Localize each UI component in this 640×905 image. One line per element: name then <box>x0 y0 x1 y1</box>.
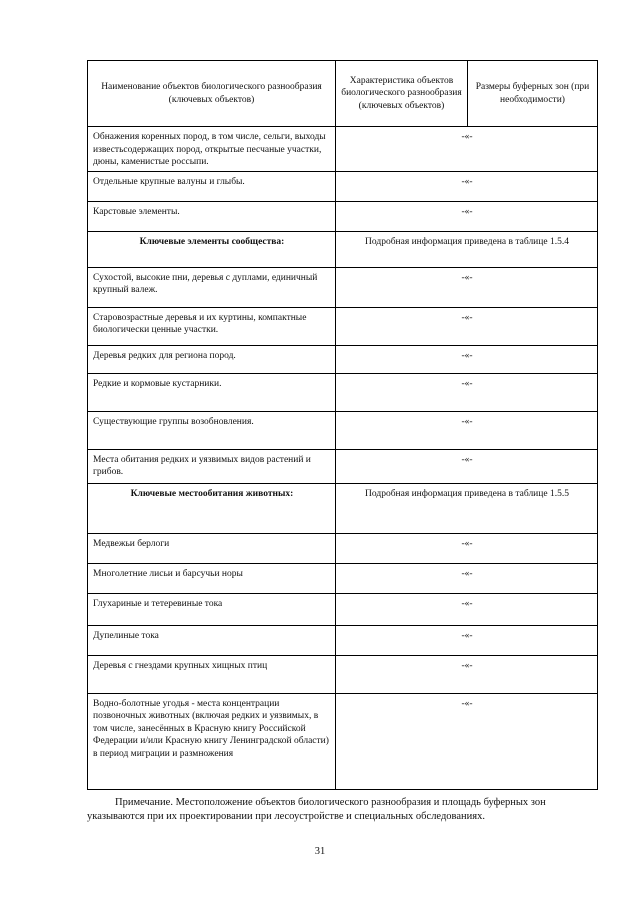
footnote <box>87 796 597 825</box>
row-name: Отдельные крупные валуны и глыбы. <box>88 171 336 201</box>
row-characteristic: -«- <box>336 127 598 172</box>
row-characteristic: -«- <box>336 267 598 307</box>
row-name: Деревья с гнездами крупных хищных птиц <box>88 655 336 693</box>
row-name: Глухариные и тетеревиные тока <box>88 593 336 625</box>
row-characteristic: -«- <box>336 533 598 563</box>
header-characteristic: Характеристика объектов биологического разнообразия (ключевых объектов) <box>336 61 468 127</box>
row-characteristic: -«- <box>336 449 598 483</box>
table-header-row <box>88 61 598 127</box>
row-characteristic: -«- <box>336 625 598 655</box>
table-row <box>88 171 598 201</box>
page-number: 31 <box>314 846 326 857</box>
row-name: Дупелиные тока <box>88 625 336 655</box>
biodiversity-table <box>87 60 598 790</box>
header-buffer-zone: Размеры буферных зон (при необходимости) <box>468 61 598 127</box>
table-section-row <box>88 231 598 267</box>
row-characteristic: -«- <box>336 563 598 593</box>
row-name: Существующие группы возобновления. <box>88 411 336 449</box>
table-row <box>88 693 598 789</box>
row-characteristic: -«- <box>336 307 598 345</box>
table-row <box>88 563 598 593</box>
row-characteristic: -«- <box>336 345 598 373</box>
row-name: Старовозрастные деревья и их куртины, компактные биологически ценные участки. <box>88 307 336 345</box>
table-row <box>88 373 598 411</box>
footnote-text: Примечание. Местоположение объектов биологического разнообразия и площадь буферных зон указываются при их проектировании при лесоустройстве и специальных обследованиях. <box>87 797 546 823</box>
section-title: Ключевые элементы сообщества: <box>88 231 336 267</box>
table-row <box>88 533 598 563</box>
table-row <box>88 201 598 231</box>
row-name: Карстовые элементы. <box>88 201 336 231</box>
table-row <box>88 593 598 625</box>
row-name: Редкие и кормовые кустарники. <box>88 373 336 411</box>
row-characteristic: -«- <box>336 693 598 789</box>
row-characteristic: -«- <box>336 655 598 693</box>
row-characteristic: -«- <box>336 593 598 625</box>
row-characteristic: -«- <box>336 171 598 201</box>
table-row <box>88 625 598 655</box>
row-name: Многолетние лисьи и барсучьи норы <box>88 563 336 593</box>
table-row <box>88 411 598 449</box>
row-name: Сухостой, высокие пни, деревья с дуплами, единичный крупный валеж. <box>88 267 336 307</box>
table-row <box>88 655 598 693</box>
row-name: Обнажения коренных пород, в том числе, сельги, выходы известьсодержащих пород, открытые песчаные участки, дюны, каменистые россыпи. <box>88 127 336 172</box>
row-name: Медвежьи берлоги <box>88 533 336 563</box>
row-name: Деревья редких для региона пород. <box>88 345 336 373</box>
section-title: Ключевые местообитания животных: <box>88 483 336 533</box>
row-characteristic: -«- <box>336 373 598 411</box>
row-characteristic: -«- <box>336 411 598 449</box>
table-row <box>88 127 598 172</box>
table-section-row <box>88 483 598 533</box>
table-row <box>88 307 598 345</box>
header-name: Наименование объектов биологического разнообразия (ключевых объектов) <box>88 61 336 127</box>
row-name: Водно-болотные угодья - места концентрации позвоночных животных (включая редких и уязвимых, в том числе, занесённых в Красную книгу Российской Федерации и/или Красную книгу Ленинградской области) в период миграции и размножения <box>88 693 336 789</box>
table-row <box>88 449 598 483</box>
table-row <box>88 267 598 307</box>
section-reference: Подробная информация приведена в таблице 1.5.4 <box>336 231 598 267</box>
section-reference: Подробная информация приведена в таблице 1.5.5 <box>336 483 598 533</box>
table-row <box>88 345 598 373</box>
row-characteristic: -«- <box>336 201 598 231</box>
row-name: Места обитания редких и уязвимых видов растений и грибов. <box>88 449 336 483</box>
